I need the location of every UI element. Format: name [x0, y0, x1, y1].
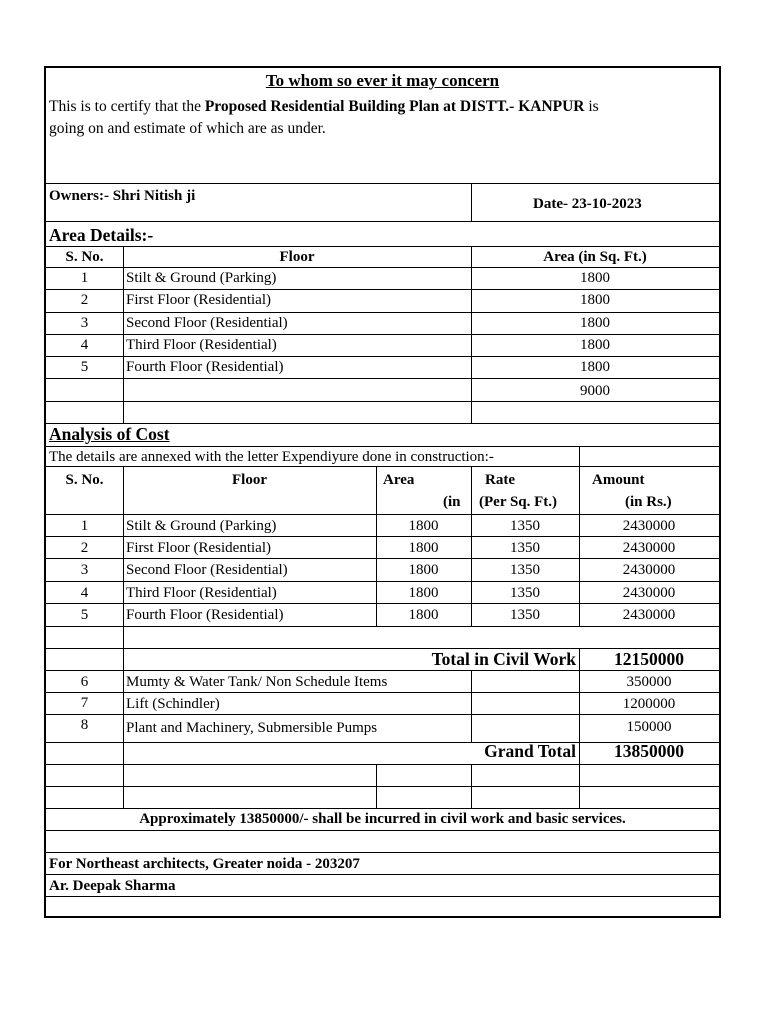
column-header-area: Area — [383, 472, 415, 488]
divider — [46, 183, 719, 184]
estimate-summary: Approximately 13850000/- shall be incurred in civil work and basic services. — [139, 811, 626, 827]
column-header-rate: Rate — [485, 472, 515, 488]
intro-text: This is to certify that the Proposed Residential Building Plan at DISTT.- KANPUR is — [49, 98, 599, 115]
grand-total-value: 13850000 — [614, 741, 684, 761]
certificate-document: To whom so ever it may concern This is to certify that the Proposed Residential Building Plan at DISTT.- KANPUR is going on and estimate of which are as under. Owners:- Shri Nitish ji Date- 23-10-2023 Area Details:- S. No. Floor Area (in Sq. Ft.) 1 Stilt & Ground (Parking) 1800 2 First Floor (Residential) 1800 3 Second Floor (Residential) 1800 4 Third Floor (Residential) 1800 5 Fourth Floor (Residential) 1800 9000 Analysis of Cost The details are annexed with the letter Expendiyure done in construction:- S. No. Floor Area (in Rate (Per Sq. Ft.) Amount (in Rs.) 1 Stilt & Ground (Parking) 1800 1350 2430000 2 First Floor (Residential) 1800 1350 2430000 3 Second Floor (Residential) 1800 1350 2430000 4 Third Floor (Residential) 1800 1350 2430000 5 Fourth Floor (Residential) 1800 1350 2430000 Total in Civil Work 12150000 6 Mumty & Water Tank/ Non Schedule Items 350000 7 Lift (Schindler) 1200000 8 Plant and Machinery, Submersible Pumps 150000 Grand Total 13850000 Approximately 13850000/- shall be incurred in civil work and basic services. For Northeast architects, Greater noida - 203207 Ar. Deepak Sharma — [44, 66, 721, 918]
document-title: To whom so ever it may concern — [265, 71, 500, 90]
area-total: 9000 — [580, 383, 610, 399]
column-header-area: Area (in Sq. Ft.) — [543, 249, 647, 265]
area-details-heading: Area Details:- — [49, 225, 154, 245]
grand-total-label: Grand Total — [484, 741, 576, 761]
signatory-name: Ar. Deepak Sharma — [49, 878, 176, 894]
divider — [471, 183, 472, 221]
column-header-floor: Floor — [279, 249, 315, 265]
column-header-amount: Amount — [592, 472, 645, 488]
document-date: Date- 23-10-2023 — [533, 196, 642, 212]
civil-work-total-value: 12150000 — [614, 649, 684, 669]
owner-label: Owners:- Shri Nitish ji — [49, 188, 196, 204]
intro-text-line2: going on and estimate of which are as under. — [49, 120, 326, 137]
cost-note: The details are annexed with the letter Expendiyure done in construction:- — [49, 449, 494, 465]
column-header-sno: S. No. — [65, 472, 104, 488]
civil-work-total-label: Total in Civil Work — [431, 649, 576, 669]
analysis-of-cost-heading: Analysis of Cost — [49, 424, 170, 444]
column-header-area-unit: (in — [443, 494, 461, 510]
column-header-floor: Floor — [232, 472, 267, 488]
column-header-rate-unit: (Per Sq. Ft.) — [479, 494, 558, 510]
firm-name: For Northeast architects, Greater noida - 203207 — [49, 856, 360, 872]
column-header-amount-unit: (in Rs.) — [625, 494, 672, 510]
divider — [46, 246, 719, 247]
divider — [46, 221, 719, 222]
column-header-sno: S. No. — [65, 249, 104, 265]
